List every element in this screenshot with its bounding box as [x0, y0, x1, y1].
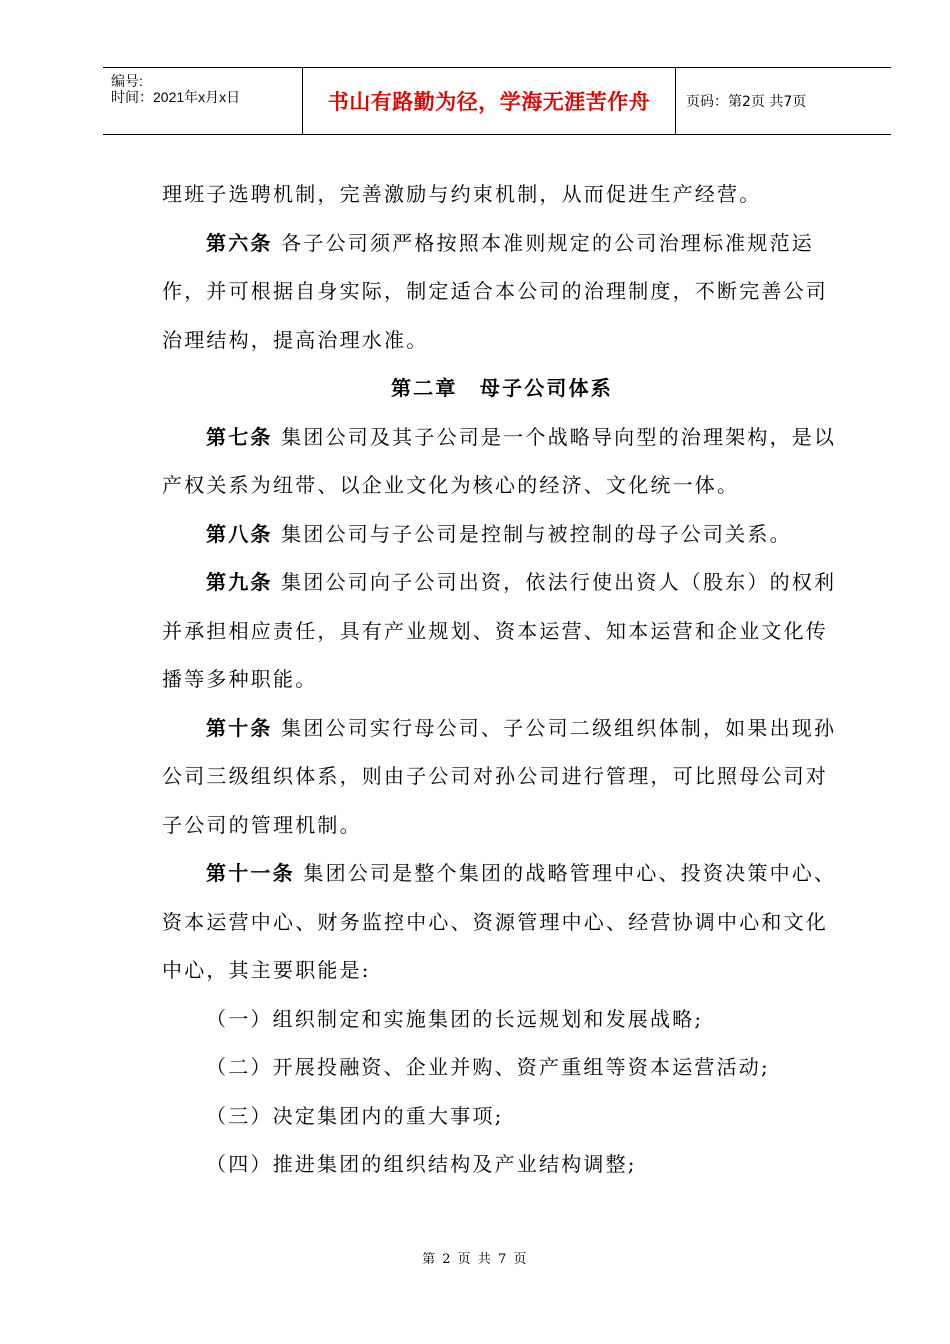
article-6-title: 第六条: [206, 230, 273, 255]
number-label: 编号:: [111, 73, 143, 89]
article-7: [162, 413, 842, 510]
article-11: [162, 849, 842, 995]
article-10: [162, 704, 842, 850]
document-body: [162, 170, 842, 1189]
page-header: [103, 67, 891, 135]
time-label: 时间：2021年x月x日: [111, 89, 241, 105]
paragraph-continuation: 理班子选聘机制，完善激励与约束机制，从而促进生产经营。: [162, 182, 762, 206]
list-item: （三）决定集团内的重大事项;: [206, 1103, 504, 1128]
header-motto-cell: [303, 68, 676, 134]
article-10-title: 第十条: [206, 715, 273, 740]
article-7-title: 第七条: [206, 424, 273, 449]
list-item: （一）组织制定和实施集团的长远规划和发展战略;: [206, 1006, 704, 1031]
article-9-text: 集团公司向子公司出资，依法行使出资人（股东）的权利并承担相应责任，具有产业规划、资本运营、知本运营和企业文化传播等多种职能。: [162, 570, 837, 691]
article-6-text: 各子公司须严格按照本准则规定的公司治理标准规范运作，并可根据自身实际，制定适合本公司的治理制度，不断完善公司治理结构，提高治理水准。: [162, 230, 828, 352]
article-8-text: 集团公司与子公司是控制与被控制的母子公司关系。: [281, 521, 792, 546]
article-6: [162, 219, 842, 365]
list-item: （二）开展投融资、企业并购、资产重组等资本运营活动;: [206, 1055, 770, 1079]
article-8-title: 第八条: [206, 521, 273, 546]
article-9-title: 第九条: [206, 570, 273, 594]
article-7-text: 集团公司及其子公司是一个战略导向型的治理架构，是以产权关系为纽带、以企业文化为核心的经济、文化统一体。: [162, 424, 837, 497]
article-11-text: 集团公司是整个集团的战略管理中心、投资决策中心、资本运营中心、财务监控中心、资源管理中心、经营协调中心和文化中心，其主要职能是:: [162, 861, 837, 982]
article-10-text: 集团公司实行母公司、子公司二级组织体制，如果出现孙公司三级组织体系，则由子公司对孙公司进行管理，可比照母公司对子公司的管理机制。: [162, 715, 837, 837]
chapter-heading: 第二章 母子公司体系: [391, 376, 613, 400]
page-footer: 第 2 页 共 7 页: [422, 1252, 528, 1267]
article-11-title: 第十一条: [206, 861, 295, 885]
article-8: [162, 510, 842, 559]
header-info-cell: [103, 68, 303, 134]
article-9: [162, 558, 842, 704]
page-code: 页码：第2页 共7页: [686, 94, 807, 110]
motto-text: 书山有路勤为径，学海无涯苦作舟: [327, 90, 651, 114]
header-page-cell: [676, 68, 891, 134]
list-item: （四）推进集团的组织结构及产业结构调整;: [206, 1152, 637, 1176]
